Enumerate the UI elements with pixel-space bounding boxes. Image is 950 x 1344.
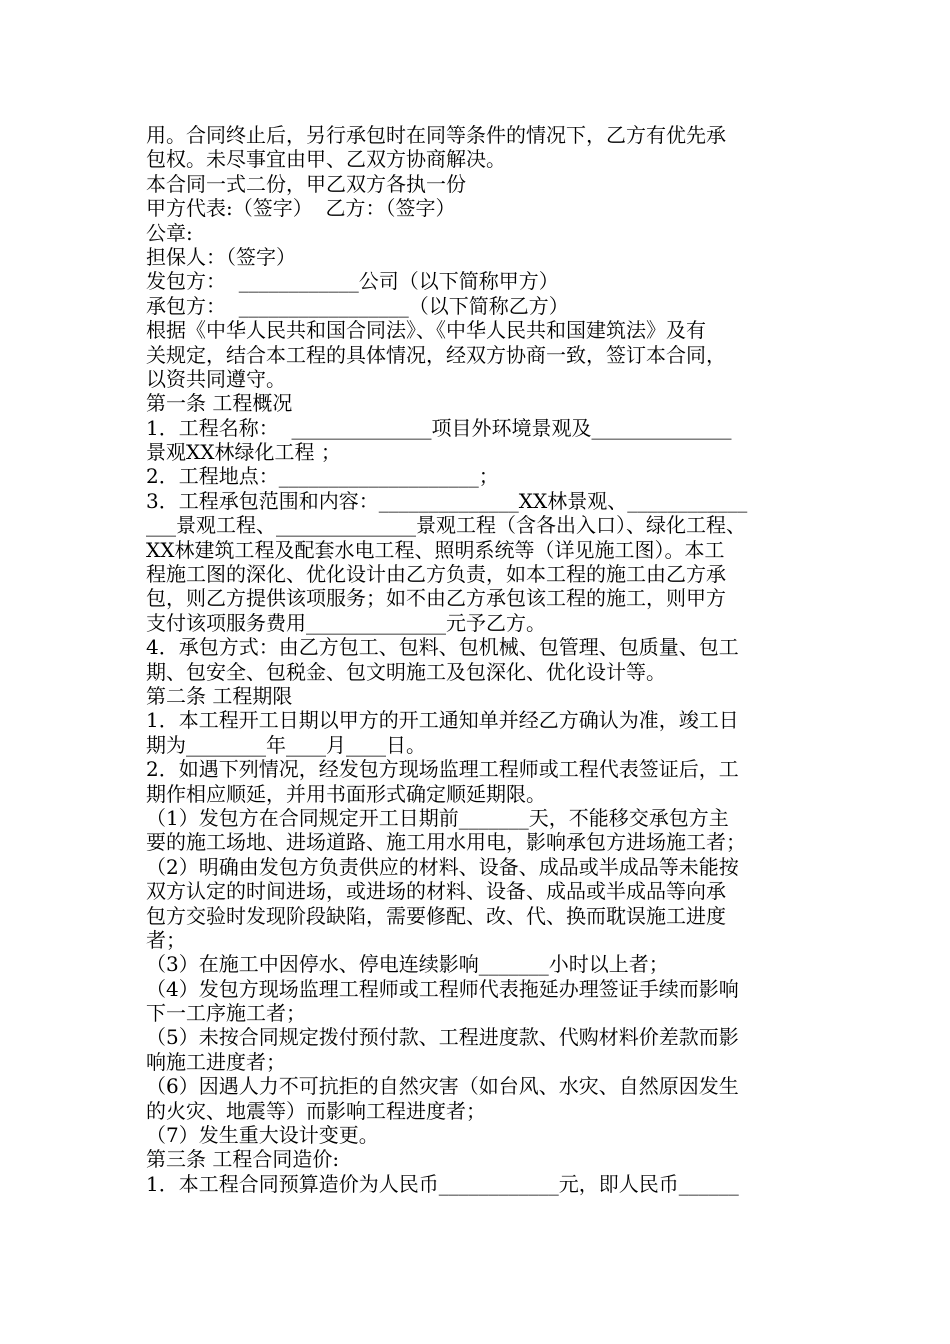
text-line: XX林建筑工程及配套水电工程、照明系统等（详见施工图）。本工 (146, 537, 725, 562)
text-line: 1．工程名称： ______________项目外环境景观及______________ (146, 415, 732, 440)
text-line: 下一工序施工者； (146, 1001, 306, 1026)
text-line: （3）在施工中因停水、停电连续影响_______小时以上者； (146, 952, 669, 977)
text-line: （4）发包方现场监理工程师或工程师代表拖延办理签证手续而影响 (146, 976, 739, 1001)
text-line: 包，则乙方提供该项服务；如不由乙方承包该工程的施工，则甲方 (146, 586, 726, 611)
text-line: 期为________年____月____日。 (146, 732, 426, 757)
section-heading: 第一条 工程概况 (146, 391, 293, 416)
text-line: 2．工程地点：____________________； (146, 464, 499, 489)
text-line: （1）发包方在合同规定开工日期前_______天，不能移交承包方主 (146, 805, 729, 830)
text-line: 2．如遇下列情况，经发包方现场监理工程师或工程代表签证后，工 (146, 757, 739, 782)
seal-line: 公章: (146, 220, 193, 245)
text-line: 4．承包方式：由乙方包工、包料、包机械、包管理、包质量、包工 (146, 635, 739, 660)
text-line: 支付该项服务费用______________元予乙方。 (146, 610, 546, 635)
section-heading: 第二条 工程期限 (146, 683, 293, 708)
text-line: 响施工进度者； (146, 1049, 286, 1074)
text-line: 者； (146, 927, 186, 952)
text-line: 用。合同终止后，另行承包时在同等条件的情况下，乙方有优先承 (146, 123, 726, 147)
text-line: 以资共同遵守。 (146, 366, 286, 391)
section-heading: 第三条 工程合同造价: (146, 1147, 340, 1172)
text-line: 根据《中华人民共和国合同法》、《中华人民共和国建筑法》及有 (146, 318, 706, 343)
text-line: 期、包安全、包税金、包文明施工及包深化、优化设计等。 (146, 659, 666, 684)
text-line: （5）未按合同规定拨付预付款、工程进度款、代购材料价差款而影 (146, 1025, 739, 1050)
text-line: 景观XX林绿化工程 ； (146, 440, 341, 465)
text-line: 3．工程承包范围和内容：______________XX林景观、____________ (146, 488, 748, 513)
text-line: 包权。未尽事宜由甲、乙双方协商解决。 (146, 147, 506, 172)
contractor-line: 承包方： _________________（以下简称乙方） (146, 293, 569, 318)
text-line: 的火灾、地震等）而影响工程进度者； (146, 1098, 486, 1123)
text-line: 1．本工程开工日期以甲方的开工通知单并经乙方确认为准，竣工日 (146, 708, 739, 733)
guarantor-line: 担保人：（签字） (146, 244, 296, 269)
contract-document-page (146, 123, 816, 1196)
text-line: 本合同一式二份，甲乙双方各执一份 (146, 171, 466, 196)
text-line: 关规定，结合本工程的具体情况，经双方协商一致，签订本合同， (146, 342, 726, 367)
text-line: 要的施工场地、进场道路、施工用水用电，影响承包方进场施工者； (146, 830, 746, 855)
text-line: （2）明确由发包方负责供应的材料、设备、成品或半成品等未能按 (146, 854, 739, 879)
text-line: （7）发生重大设计变更。 (146, 1123, 379, 1148)
text-line: 期作相应顺延，并用书面形式确定顺延期限。 (146, 781, 546, 806)
text-line: 1．本工程合同预算造价为人民币____________元，即人民币______ (146, 1171, 739, 1196)
employer-line: 发包方： ____________公司（以下简称甲方） (146, 269, 559, 294)
text-line: 双方认定的时间进场，或进场的材料、设备、成品或半成品等向承 (146, 879, 726, 904)
text-line: （6）因遇人力不可抗拒的自然灾害（如台风、水灾、自然原因发生 (146, 1074, 739, 1099)
signature-line: 甲方代表:（签字） 乙方：（签字） (146, 196, 456, 221)
text-line: 程施工图的深化、优化设计由乙方负责，如本工程的施工由乙方承 (146, 562, 726, 587)
text-line: ___景观工程、______________景观工程（含各出入口）、绿化工程、 (146, 513, 746, 538)
text-line: 包方交验时发现阶段缺陷，需要修配、改、代、换而耽误施工进度 (146, 903, 726, 928)
